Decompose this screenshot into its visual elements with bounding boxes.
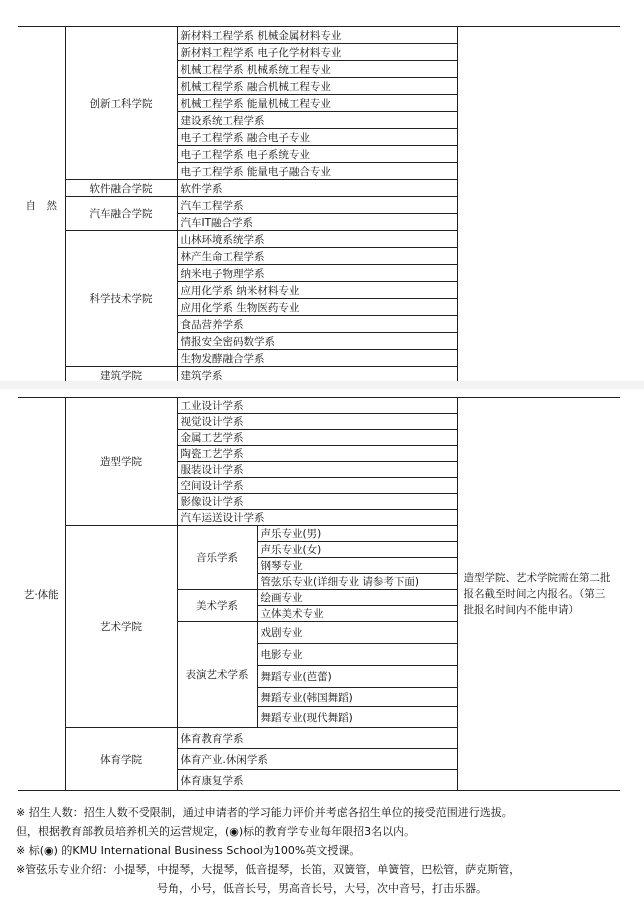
category-label: 艺·体能 xyxy=(23,588,59,601)
major-cell: 食品营养学系 xyxy=(177,316,457,333)
major-cell: 工业设计学系 xyxy=(177,398,457,414)
major-cell: 戏剧专业 xyxy=(257,622,457,644)
major-cell: 建设系统工程学系 xyxy=(177,112,457,129)
major-cell: 汽车工程学系 xyxy=(177,197,457,214)
major-cell: 舞蹈专业(芭蕾) xyxy=(257,666,457,688)
department-cell: 美术学系 xyxy=(177,590,257,622)
major-cell: 汽车运送设计学系 xyxy=(177,510,457,526)
major-cell: 舞蹈专业(韩国舞蹈) xyxy=(257,688,457,707)
major-cell: 钢琴专业 xyxy=(257,558,457,574)
category-label: 自 然 xyxy=(25,199,57,212)
college-cell: 软件融合学院 xyxy=(65,180,177,197)
major-cell: 管弦乐专业(详细专业 请参考下面) xyxy=(257,574,457,590)
major-cell: 体育教育学系 xyxy=(177,728,457,749)
major-cell: 情报安全密码数学系 xyxy=(177,333,457,350)
footnote-line: ※ 招生人数：招生人数不受限制，通过申请者的学习能力评价并考虑各招生单位的接受范围进行选拔。 xyxy=(16,806,513,819)
major-cell: 山林环境系统学系 xyxy=(177,231,457,248)
major-cell: 林产生命工程学系 xyxy=(177,248,457,265)
major-cell: 体育康复学系 xyxy=(177,770,457,791)
footnotes xyxy=(16,803,628,898)
major-cell: 汽车IT融合学系 xyxy=(177,214,457,231)
arts-sports-table xyxy=(18,397,620,791)
college-cell: 艺术学院 xyxy=(65,526,177,728)
major-cell: 新材料工程学系 机械金属材料专业 xyxy=(177,27,457,44)
remarks-cell xyxy=(457,27,620,384)
footnote-line: ※ 标(◉) 的KMU International Business School为100%英文授课。 xyxy=(16,844,361,857)
college-cell: 创新工科学院 xyxy=(65,27,177,180)
major-cell: 机械工程学系 机械系统工程专业 xyxy=(177,61,457,78)
college-cell: 汽车融合学院 xyxy=(65,197,177,231)
major-cell: 应用化学系 纳米材料专业 xyxy=(177,282,457,299)
major-cell: 空间设计学系 xyxy=(177,478,457,494)
major-cell: 绘画专业 xyxy=(257,590,457,606)
major-cell: 金属工艺学系 xyxy=(177,430,457,446)
major-cell: 视觉设计学系 xyxy=(177,414,457,430)
major-cell: 电影专业 xyxy=(257,644,457,666)
college-cell: 科学技术学院 xyxy=(65,231,177,367)
department-cell: 表演艺术学系 xyxy=(177,622,257,728)
major-cell: 生物发酵融合学系 xyxy=(177,350,457,367)
major-cell: 电子工程学系 融合电子专业 xyxy=(177,129,457,146)
college-cell: 体育学院 xyxy=(65,728,177,791)
major-cell: 陶瓷工艺学系 xyxy=(177,446,457,462)
major-cell: 软件学系 xyxy=(177,180,457,197)
major-cell: 电子工程学系 能量电子融合专业 xyxy=(177,163,457,180)
category-cell xyxy=(18,27,65,384)
major-cell: 新材料工程学系 电子化学材料专业 xyxy=(177,44,457,61)
college-cell: 建筑学院 xyxy=(65,367,177,384)
footnote-line: 号角，小号，低音长号，男高音长号，大号，次中音号，打击乐器。 xyxy=(157,882,487,895)
college-cell: 造型学院 xyxy=(65,398,177,526)
category-cell xyxy=(18,398,65,791)
major-cell: 机械工程学系 融合机械工程专业 xyxy=(177,78,457,95)
remarks-cell xyxy=(457,398,620,791)
major-cell: 体育产业.休闲学系 xyxy=(177,749,457,770)
major-cell: 声乐专业(女) xyxy=(257,542,457,558)
section-divider xyxy=(0,381,644,389)
application-note: 造型学院、艺术学院需在第二批报名截至时间之内报名。（第三批报名时间内不能申请） xyxy=(463,572,611,616)
major-cell: 电子工程学系 电子系统专业 xyxy=(177,146,457,163)
major-cell: 纳米电子物理学系 xyxy=(177,265,457,282)
footnote-line: 但，根据教育部教员培养机关的运营规定，(◉)标的教育学专业每年限招3名以内。 xyxy=(16,825,416,838)
major-cell: 影像设计学系 xyxy=(177,494,457,510)
footnote-line: ※管弦乐专业介绍：小提琴，中提琴，大提琴，低音提琴，长笛，双簧管，单簧管，巴松管，萨克斯管， xyxy=(16,863,521,876)
major-cell: 舞蹈专业(现代舞蹈) xyxy=(257,707,457,728)
major-cell: 立体美术专业 xyxy=(257,606,457,622)
major-cell: 服装设计学系 xyxy=(177,462,457,478)
major-cell: 声乐专业(男) xyxy=(257,526,457,542)
major-cell: 机械工程学系 能量机械工程专业 xyxy=(177,95,457,112)
major-cell: 应用化学系 生物医药专业 xyxy=(177,299,457,316)
department-cell: 音乐学系 xyxy=(177,526,257,590)
natural-sciences-table xyxy=(18,26,620,384)
major-cell: 建筑学系 xyxy=(177,367,457,384)
